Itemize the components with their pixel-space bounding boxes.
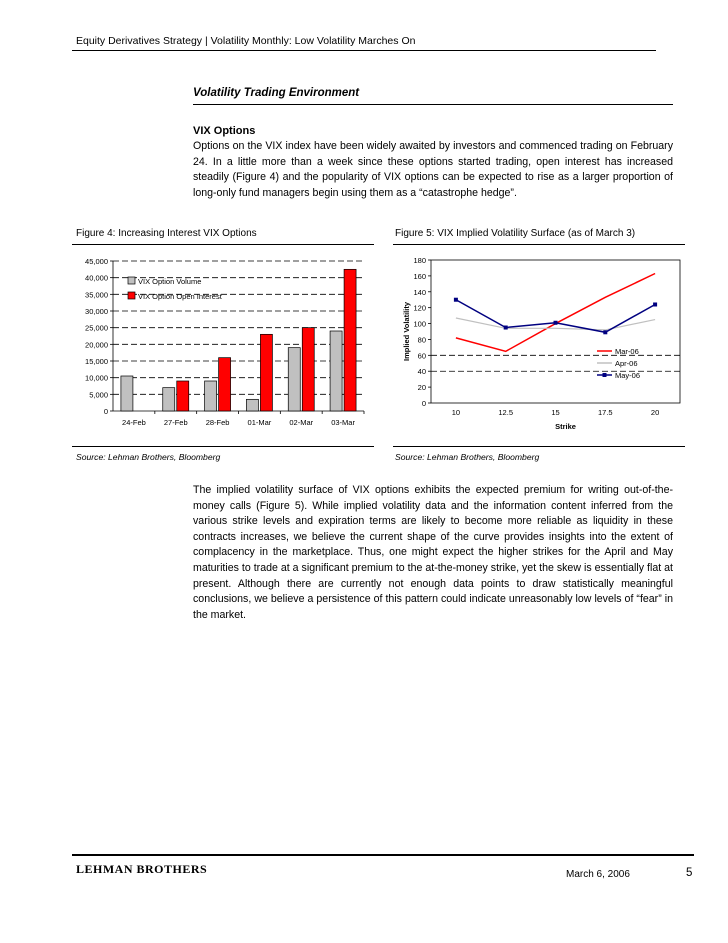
y-tick-label: 15,000 [85, 357, 108, 366]
x-tick-label: 10 [451, 408, 461, 417]
y-tick-label: 5,000 [89, 390, 108, 400]
paragraph-2: The implied volatility surface of VIX options exhibits the expected premium for writing out-of-the-money calls (Figure 5). While implied volatility data and the information content inferred from the various strike levels and expiration terms are likely to become more reliable as liquidity in these contracts increases, we believe the current shape of the curve provides insights into the extent of complacency in the marketplace. Thus, one might expect the higher strikes for the April and May maturities to trade at a significant premium to the at-the-money strike, yet the skew is essentially flat at present. Although there are currently not enough data points to draw statistically meaningful conclusions, we believe a persistence of this pattern could indicate unreasonably low levels of “fear” in the market. [193, 484, 673, 621]
y-tick-label: 120 [413, 303, 426, 313]
y-tick-label: 25,000 [85, 323, 108, 333]
y-tick-label: 10,000 [85, 373, 108, 383]
running-header: Equity Derivatives Strategy | Volatility Monthly: Low Volatility Marches On [76, 35, 416, 47]
subsection-title: VIX Options [193, 125, 256, 137]
bar-open-interest [344, 269, 356, 411]
y-tick-label: 100 [413, 319, 426, 329]
bar-volume [163, 388, 175, 411]
y-tick-label: 45,000 [85, 257, 108, 266]
bar-open-interest [219, 358, 231, 411]
bar-volume [330, 331, 342, 411]
y-tick-label: 20,000 [85, 340, 108, 350]
page-number: 5 [686, 867, 693, 879]
series-point-may-06 [603, 330, 607, 334]
plot-frame [431, 260, 680, 403]
x-tick-label: 15 [551, 408, 560, 417]
legend-swatch [128, 292, 135, 299]
figure4-source: Source: Lehman Brothers, Bloomberg [76, 452, 221, 462]
bar-open-interest [177, 381, 189, 411]
figures-top-rule-right [393, 244, 685, 245]
section-rule [193, 104, 673, 105]
bar-volume [288, 348, 300, 411]
legend-label: May-06 [615, 371, 641, 380]
footer-date: March 6, 2006 [566, 869, 630, 880]
y-tick-label: 0 [103, 407, 108, 416]
bar-open-interest [302, 328, 314, 411]
legend-label: VIX Option Volume [138, 277, 202, 286]
figures-bottom-rule [72, 446, 374, 447]
legend-label: Mar-06 [615, 347, 639, 356]
figure5-chart [390, 250, 690, 440]
y-tick-label: 20 [417, 383, 426, 393]
y-tick-label: 40 [417, 367, 426, 377]
x-tick-label: 02-Mar [289, 418, 314, 427]
x-tick-label: 12.5 [498, 408, 514, 417]
figures-top-rule [72, 244, 374, 245]
header-rule [72, 50, 656, 51]
legend-swatch [128, 277, 135, 284]
series-line-mar-06 [456, 274, 655, 352]
y-tick-label: 30,000 [85, 307, 108, 316]
x-tick-label: 17.5 [597, 408, 613, 417]
bar-volume [246, 399, 258, 411]
section-title: Volatility Trading Environment [193, 87, 360, 99]
legend-marker [603, 373, 607, 377]
y-tick-label: 180 [413, 256, 426, 265]
bar-volume [205, 381, 217, 411]
y-tick-label: 140 [413, 287, 426, 297]
figure4-title: Figure 4: Increasing Interest VIX Options [76, 228, 257, 239]
series-point-may-06 [504, 326, 508, 330]
bar-open-interest [260, 334, 272, 411]
x-axis-label: Strike [555, 422, 576, 431]
y-tick-label: 80 [417, 335, 426, 345]
y-tick-label: 35,000 [85, 290, 108, 300]
y-axis-label: Implied Volatility [402, 301, 411, 362]
x-tick-label: 03-Mar [331, 418, 355, 427]
series-line-may-06 [456, 300, 655, 333]
series-point-may-06 [454, 298, 458, 302]
bar-volume [121, 376, 133, 411]
series-point-may-06 [653, 302, 657, 306]
legend-label: VIX Option Open Interest [138, 292, 222, 301]
figure5-source: Source: Lehman Brothers, Bloomberg [395, 452, 540, 462]
y-tick-label: 0 [421, 399, 426, 408]
x-tick-label: 28-Feb [205, 418, 230, 427]
legend-label: Apr-06 [615, 359, 638, 368]
y-tick-label: 40,000 [85, 273, 108, 283]
footer-rule-right [566, 854, 694, 856]
x-tick-label: 27-Feb [163, 418, 188, 427]
x-tick-label: 20 [650, 408, 660, 417]
paragraph-1: Options on the VIX index have been widely awaited by investors and commenced trading on February 24. In a little more than a week since these options started trading, open interest has increased steadily (Figure 4) and the popularity of VIX options can be expected to rise as a larger proportion of long-only fund managers begin using them as a “catastrophe hedge”. [193, 140, 673, 199]
figure5-title: Figure 5: VIX Implied Volatility Surface (as of March 3) [395, 228, 636, 239]
x-tick-label: 24-Feb [122, 418, 146, 427]
series-point-may-06 [554, 321, 558, 325]
lehman-brothers-logo: LEHMAN BROTHERS [76, 862, 208, 876]
figures-bottom-rule-right [393, 446, 685, 447]
x-tick-label: 01-Mar [247, 418, 272, 427]
figure4-chart [72, 250, 377, 440]
y-tick-label: 160 [413, 271, 426, 281]
y-tick-label: 60 [417, 351, 426, 361]
